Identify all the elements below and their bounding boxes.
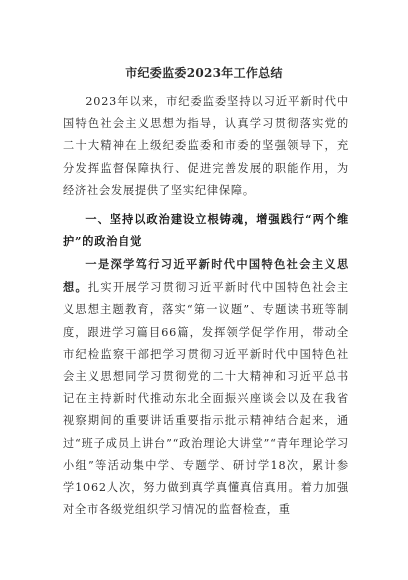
subsection-body: 扎实开展学习贯彻习近平新时代中国特色社会主义思想主题教育，落实“第一议题”、专题读书班等制度，跟进学习篇目66篇，发挥领学促学作用，带动全市纪检监察干部把学习贯彻习近平新时代中国特色社会主义思想同学习贯彻党的二十大精神和习近平总书记在主持新时代推动东北全面振兴座谈会以及在我省视察期间的重要讲话重要指示批示精神结合起来，通过“班子成员上讲台”“政治理论大讲堂”“青年理论学习小组”等活动集中学、专题学、研讨学18次，累计参学1062人次，努力做到真学真懂真信真用。着力加强对全市各级党组织学习情况的监督检查，重 [63,281,349,517]
subsection-lead: 一是深学笃行习近平新时代中国特色社会主义思想。 [63,257,349,295]
section-heading: 一、坚持以政治建设立根铸魂，增强践行“两个维护”的政治自觉 [63,212,349,249]
intro-paragraph: 2023年以来，市纪委监委坚持以习近平新时代中国特色社会主义思想为指导，认真学习贯彻落实党的二十大精神在上级纪委监委和市委的坚强领导下，充分发挥监督保障执行、促进完善发展的职能作用，为经济社会发展提供了坚实纪律保障。 [63,95,349,197]
document-title: 市纪委监委2023年工作总结 [125,66,283,80]
subsection-paragraph [63,253,349,521]
